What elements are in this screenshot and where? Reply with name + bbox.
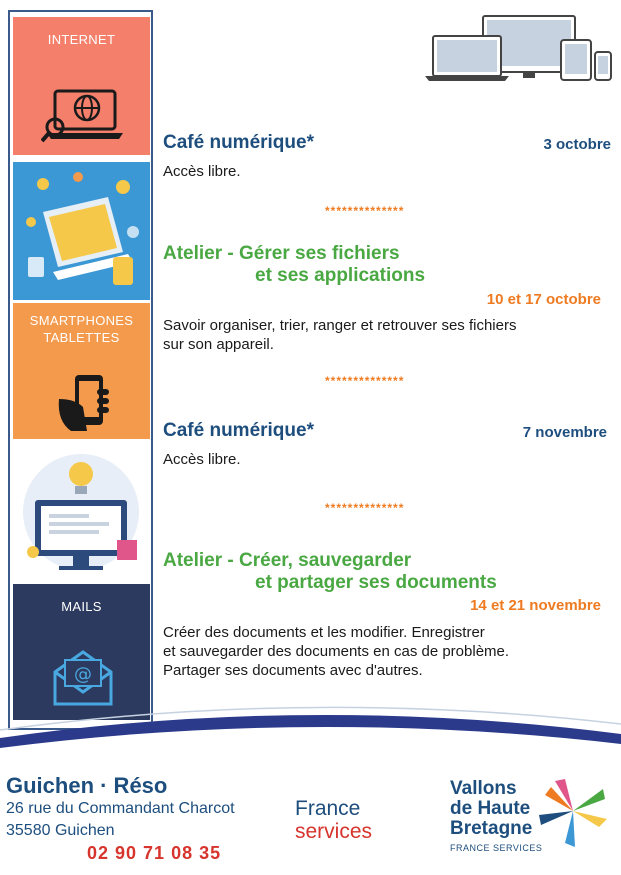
event-date: 10 et 17 octobre bbox=[486, 291, 601, 308]
tile-mails-label: MAILS bbox=[61, 599, 102, 614]
event-title: Café numérique* bbox=[163, 420, 314, 441]
org-name: Guichen · Réso bbox=[6, 773, 168, 798]
pinwheel-logo-icon bbox=[535, 775, 611, 851]
event-date: 3 octobre bbox=[543, 136, 611, 153]
separator: ************** bbox=[325, 501, 405, 515]
tile-apps bbox=[13, 162, 150, 300]
event-title-line2: et ses applications bbox=[255, 265, 426, 286]
event-atelier-documents bbox=[163, 550, 613, 690]
laptop-apps-icon bbox=[13, 162, 150, 300]
tile-internet-label: INTERNET bbox=[47, 32, 116, 47]
svg-text:@: @ bbox=[74, 664, 92, 685]
address-line1: 26 rue du Commandant Charcot bbox=[6, 800, 235, 817]
event-title-line1: Atelier - Gérer ses fichiers bbox=[163, 243, 400, 264]
event-date: 7 novembre bbox=[522, 424, 607, 441]
event-desc-line1: Savoir organiser, trier, ranger et retrouver ses fichiers bbox=[163, 317, 517, 334]
france-services-line2: services bbox=[295, 820, 373, 843]
address-line2: 35580 Guichen bbox=[6, 822, 115, 839]
devices-icon bbox=[425, 14, 615, 82]
tile-smartphones-line1: SMARTPHONES bbox=[29, 313, 134, 328]
phone-number[interactable]: 02 90 71 08 35 bbox=[87, 843, 222, 863]
vh-logo-line1: Vallons bbox=[450, 778, 517, 799]
vh-logo-line3: Bretagne bbox=[450, 818, 533, 839]
computer-idea-icon bbox=[13, 442, 150, 580]
footer-wave bbox=[0, 700, 621, 760]
france-services-line1: France bbox=[295, 797, 361, 820]
event-cafe-octobre bbox=[163, 132, 613, 182]
event-title-line2: et partager ses documents bbox=[255, 572, 497, 593]
event-date: 14 et 21 novembre bbox=[470, 597, 601, 614]
tile-smartphones-label bbox=[13, 312, 150, 346]
mail-envelope-icon bbox=[51, 646, 115, 708]
event-atelier-fichiers bbox=[163, 243, 613, 355]
separator: ************** bbox=[325, 204, 405, 218]
tile-internet bbox=[13, 17, 150, 155]
event-desc-line1: Créer des documents et les modifier. Enregistrer bbox=[163, 624, 485, 641]
event-desc: Accès libre. bbox=[163, 163, 241, 180]
vh-logo-sub: FRANCE SERVICES bbox=[450, 843, 543, 853]
tile-smartphones bbox=[13, 303, 150, 439]
event-desc: Accès libre. bbox=[163, 451, 241, 468]
event-title: Café numérique* bbox=[163, 132, 314, 153]
sidebar bbox=[8, 10, 153, 730]
event-title-line1: Atelier - Créer, sauvegarder bbox=[163, 550, 412, 571]
event-cafe-novembre bbox=[163, 420, 613, 470]
event-desc-line2: sur son appareil. bbox=[163, 336, 274, 353]
event-desc-line3: Partager ses documents avec d'autres. bbox=[163, 662, 423, 679]
separator: ************** bbox=[325, 374, 405, 388]
vh-logo-line2: de Haute bbox=[450, 798, 531, 819]
tile-smartphones-line2: TABLETTES bbox=[43, 330, 120, 345]
event-desc-line2: et sauvegarder des documents en cas de problème. bbox=[163, 643, 510, 660]
globe-laptop-icon bbox=[41, 83, 131, 147]
tile-computer bbox=[13, 442, 150, 580]
smartphone-hand-icon bbox=[53, 371, 117, 435]
